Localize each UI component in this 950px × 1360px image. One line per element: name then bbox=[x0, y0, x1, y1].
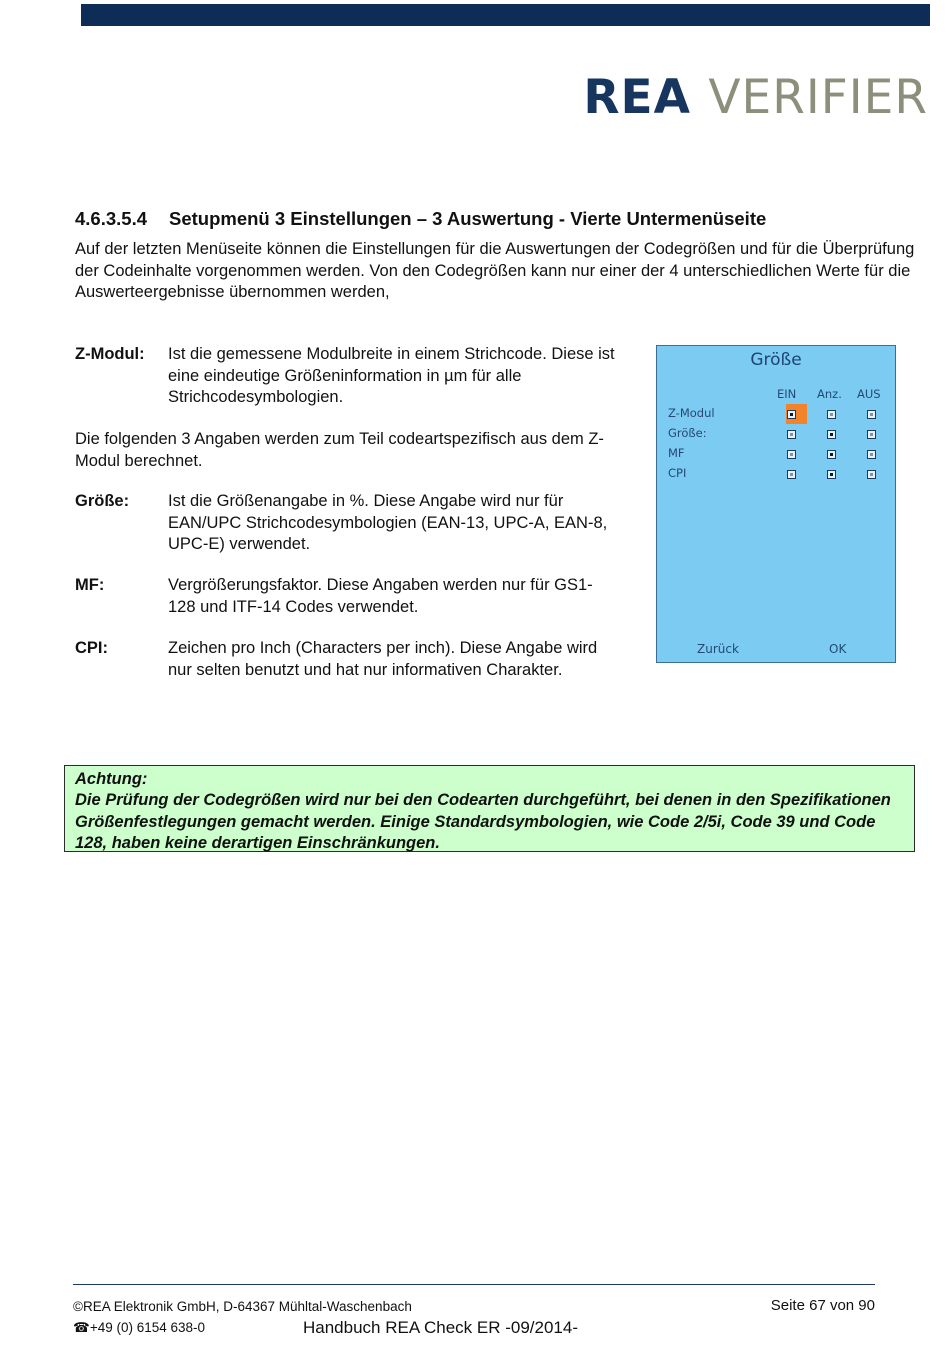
footer-page-number: Seite 67 von 90 bbox=[770, 1297, 875, 1314]
brand-logo bbox=[583, 70, 928, 125]
checkbox-cpi-aus[interactable] bbox=[867, 470, 876, 479]
row-label-groesse: Größe: bbox=[668, 426, 707, 440]
middle-paragraph: Die folgenden 3 Angaben werden zum Teil codeartspezifisch aus dem Z-Modul berechnet. bbox=[75, 430, 604, 470]
desc-groesse: Ist die Größenangabe in %. Diese Angabe wird nur für EAN/UPC Strichcodesymbologien (EAN-13, UPC-A, EAN-8, UPC-E) verwendet. bbox=[168, 492, 608, 553]
warning-text: Die Prüfung der Codegrößen wird nur bei den Codearten durchgeführt, bei denen in den Spezifikationen Größenfestlegungen gemacht werden. Einige Standardsymbologien, wie Code 2/5i, Code 39 und Code 128, haben keine derartigen Einschränkungen. bbox=[75, 791, 891, 852]
column-anz: Anz. bbox=[817, 387, 842, 401]
brand-verifier: VERIFIER bbox=[708, 70, 928, 125]
footer-company: ©REA Elektronik GmbH, D-64367 Mühltal-Waschenbach bbox=[73, 1299, 412, 1314]
checkbox-zmodul-anz[interactable] bbox=[827, 410, 836, 419]
checkbox-zmodul-aus[interactable] bbox=[867, 410, 876, 419]
checkbox-gre-anz[interactable] bbox=[827, 430, 836, 439]
column-ein: EIN bbox=[777, 387, 797, 401]
checkbox-mf-aus[interactable] bbox=[867, 450, 876, 459]
checkbox-gre-aus[interactable] bbox=[867, 430, 876, 439]
section-number: 4.6.3.5.4 bbox=[75, 208, 148, 229]
checkbox-cpi-anz[interactable] bbox=[827, 470, 836, 479]
desc-mf: Vergrößerungsfaktor. Diese Angaben werden nur für GS1-128 und ITF-14 Codes verwendet. bbox=[168, 576, 593, 616]
header-bar bbox=[81, 4, 930, 26]
desc-zmodul: Ist die gemessene Modulbreite in einem Strichcode. Diese ist eine eindeutige Größeninformation in µm für alle Strichcodesymbologien. bbox=[168, 345, 615, 406]
footer-divider bbox=[73, 1284, 875, 1285]
section-heading bbox=[75, 208, 766, 230]
screen-title: Größe bbox=[750, 350, 802, 370]
column-aus: AUS bbox=[857, 387, 881, 401]
checkbox-zmodul-ein[interactable] bbox=[787, 410, 796, 419]
term-zmodul: Z-Modul: bbox=[75, 345, 145, 363]
brand-rea: REA bbox=[583, 70, 691, 125]
term-groesse: Größe: bbox=[75, 492, 130, 510]
warning-label: Achtung: bbox=[75, 770, 148, 788]
checkbox-mf-ein[interactable] bbox=[787, 450, 796, 459]
row-label-zmodul: Z-Modul bbox=[668, 406, 715, 420]
row-label-cpi: CPI bbox=[668, 466, 687, 480]
desc-cpi: Zeichen pro Inch (Characters per inch). Diese Angabe wird nur selten benutzt und hat nur informativen Charakter. bbox=[168, 639, 598, 679]
footer-manual: Handbuch REA Check ER -09/2014- bbox=[303, 1318, 578, 1337]
warning-box bbox=[64, 765, 915, 852]
back-button[interactable]: Zurück bbox=[697, 642, 739, 656]
ok-button[interactable]: OK bbox=[829, 642, 847, 656]
intro-paragraph: Auf der letzten Menüseite können die Einstellungen für die Auswertungen der Codegrößen und für die Überprüfung der Codeinhalte vorgenommen werden. Von den Codegrößen kann nur einer der 4 unterschiedlichen Werte für die Auswerteergebnisse übernommen werden, bbox=[75, 240, 915, 301]
term-cpi: CPI: bbox=[75, 639, 108, 657]
section-title: Setupmenü 3 Einstellungen – 3 Auswertung - Vierte Untermenüseite bbox=[169, 208, 767, 229]
checkbox-mf-anz[interactable] bbox=[827, 450, 836, 459]
term-mf: MF: bbox=[75, 576, 105, 594]
row-label-mf: MF bbox=[668, 446, 685, 460]
checkbox-gre-ein[interactable] bbox=[787, 430, 796, 439]
checkbox-cpi-ein[interactable] bbox=[787, 470, 796, 479]
footer-phone: ☎+49 (0) 6154 638-0 bbox=[73, 1320, 206, 1335]
device-screen bbox=[656, 345, 896, 663]
